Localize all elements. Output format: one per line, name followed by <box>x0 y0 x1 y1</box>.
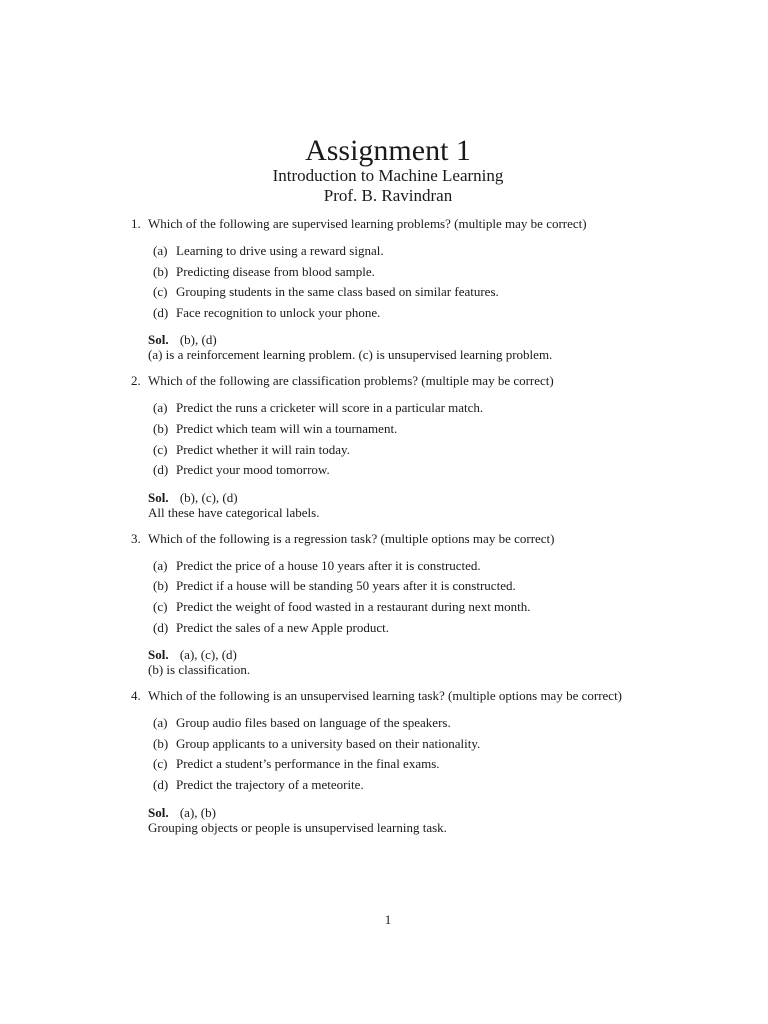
document-author: Prof. B. Ravindran <box>323 186 453 205</box>
question-2 <box>131 371 651 519</box>
document-title: Assignment 1 <box>305 134 471 167</box>
option-list <box>148 241 651 323</box>
solution <box>148 805 651 835</box>
option-list <box>148 713 651 795</box>
solution <box>148 332 651 362</box>
option-item <box>148 713 651 734</box>
question-number: 3. <box>131 530 141 546</box>
solution-answer: (a), (c), (d) <box>179 647 237 663</box>
option-text: Group audio files based on language of the speakers. <box>176 715 451 731</box>
solution-label: Sol. <box>148 332 169 348</box>
option-label: (a) <box>153 557 168 573</box>
option-list <box>148 556 651 638</box>
solution <box>148 647 651 677</box>
option-item <box>148 734 651 755</box>
question-number: 4. <box>131 688 141 704</box>
option-label: (d) <box>153 462 169 478</box>
option-text: Learning to drive using a reward signal. <box>176 243 384 258</box>
option-item <box>148 754 651 775</box>
option-item <box>148 440 651 461</box>
option-label: (b) <box>153 263 169 279</box>
question-3 <box>131 529 651 677</box>
option-text: Predict which team will win a tournament. <box>176 420 398 436</box>
option-item <box>148 282 651 303</box>
option-item <box>148 398 651 419</box>
option-item <box>148 775 651 796</box>
solution-label: Sol. <box>148 647 169 663</box>
option-label: (b) <box>153 420 169 436</box>
option-list <box>148 398 651 480</box>
option-item <box>148 262 651 283</box>
option-text: Predict the trajectory of a meteorite. <box>176 776 364 792</box>
option-text: Predict whether it will rain today. <box>176 441 350 457</box>
option-text: Predict the runs a cricketer will score in a particular match. <box>176 400 484 416</box>
option-label: (c) <box>153 284 168 300</box>
option-item <box>148 556 651 577</box>
option-text: Predict the price of a house 10 years after it is constructed. <box>176 557 481 573</box>
option-item <box>148 419 651 440</box>
option-text: Predicting disease from blood sample. <box>176 263 375 279</box>
option-text: Grouping students in the same class based on similar features. <box>176 284 499 300</box>
solution-answer: (b), (d) <box>179 332 217 348</box>
option-text: Face recognition to unlock your phone. <box>176 304 381 320</box>
option-item <box>148 460 651 481</box>
question-text: Which of the following is a regression task? (multiple options may be correct) <box>148 530 555 546</box>
solution-answer: (a), (b) <box>179 804 216 820</box>
question-number: 1. <box>131 216 141 231</box>
option-item <box>148 241 651 262</box>
option-label: (d) <box>153 776 169 792</box>
question-list <box>131 214 651 844</box>
option-text: Predict if a house will be standing 50 years after it is constructed. <box>176 578 516 594</box>
option-label: (a) <box>153 243 168 258</box>
option-label: (c) <box>153 598 168 614</box>
option-label: (d) <box>153 619 169 635</box>
option-text: Predict a student’s performance in the final exams. <box>176 756 440 772</box>
option-text: Predict your mood tomorrow. <box>176 462 330 478</box>
solution <box>148 490 651 520</box>
question-text: Which of the following are classification problems? (multiple may be correct) <box>148 373 554 389</box>
question-text: Which of the following are supervised learning problems? (multiple may be correct) <box>148 216 587 231</box>
question-1 <box>131 214 651 362</box>
option-text: Predict the weight of food wasted in a restaurant during next month. <box>176 598 531 614</box>
option-item <box>148 303 651 324</box>
option-label: (b) <box>153 578 169 594</box>
option-label: (c) <box>153 441 168 457</box>
question-number: 2. <box>131 373 141 389</box>
solution-label: Sol. <box>148 804 169 820</box>
page-number: 1 <box>384 912 392 927</box>
option-item <box>148 576 651 597</box>
solution-explanation: (b) is classification. <box>148 662 251 678</box>
solution-label: Sol. <box>148 489 169 505</box>
solution-explanation: (a) is a reinforcement learning problem. (c) is unsupervised learning problem. <box>148 347 553 363</box>
solution-explanation: All these have categorical labels. <box>148 504 320 520</box>
option-item <box>148 618 651 639</box>
option-label: (d) <box>153 304 169 320</box>
solution-answer: (b), (c), (d) <box>179 489 238 505</box>
option-label: (b) <box>153 735 169 751</box>
option-text: Predict the sales of a new Apple product. <box>176 619 389 635</box>
question-text: Which of the following is an unsupervised learning task? (multiple options may be correct) <box>148 688 623 704</box>
document-subtitle: Introduction to Machine Learning <box>272 166 504 185</box>
option-text: Group applicants to a university based on their nationality. <box>176 735 481 751</box>
option-item <box>148 597 651 618</box>
question-4 <box>131 686 651 834</box>
option-label: (c) <box>153 756 168 772</box>
option-label: (a) <box>153 400 168 416</box>
option-label: (a) <box>153 715 168 731</box>
solution-explanation: Grouping objects or people is unsupervised learning task. <box>148 819 447 835</box>
